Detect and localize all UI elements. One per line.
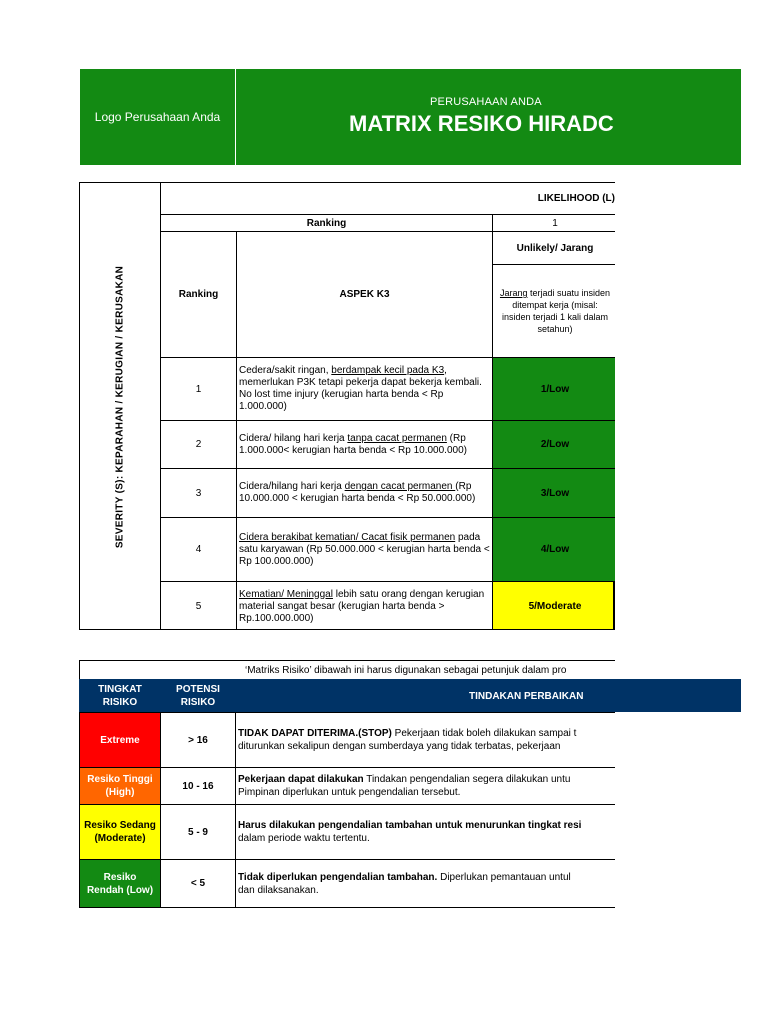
risk-cell-1: 1/Low xyxy=(492,357,615,421)
potensi-low: < 5 xyxy=(160,859,236,908)
likelihood-header: LIKELIHOOD (L) xyxy=(160,182,615,215)
severity-desc-2: Cidera/ hilang hari kerja tanpa cacat permanen (Rp 1.000.000< kerugian harta benda < Rp 10.000.000) xyxy=(236,420,493,469)
matrix-right-edge xyxy=(613,581,615,629)
severity-axis xyxy=(80,183,161,630)
level-high: Resiko Tinggi (High) xyxy=(79,767,161,805)
guide-note: ‘Matriks Risiko’ dibawah ini harus digunakan sebagai petunjuk dalam pro xyxy=(79,660,615,679)
likelihood-ranking-number: 1 xyxy=(492,214,615,232)
risk-guide-table xyxy=(79,660,615,908)
likelihood-description xyxy=(492,264,615,358)
severity-rank-4: 4 xyxy=(160,517,237,582)
level-extreme: Extreme xyxy=(79,712,161,768)
risk-cell-3: 3/Low xyxy=(492,468,615,518)
likelihood-desc-text: terjadi suatu insiden ditempat kerja (misal: insiden terjadi 1 kali dalam setahun) xyxy=(501,288,611,334)
severity-desc-1: Cedera/sakit ringan, berdampak kecil pada K3, memerlukan P3K tetapi pekerja dapat bekerja kembali. No lost time injury (kerugian harta benda < Rp 1.000.000) xyxy=(236,357,493,421)
potensi-high: 10 - 16 xyxy=(160,767,236,805)
severity-ranking-header: Ranking xyxy=(160,231,237,358)
company-name: PERUSAHAAN ANDA xyxy=(430,96,542,108)
likelihood-ranking-label: Ranking xyxy=(160,214,493,232)
likelihood-desc-underlined: Jarang xyxy=(499,288,528,298)
action-moderate: Harus dilakukan pengendalian tambahan untuk menurunkan tingkat resi dalam periode waktu tertentu. xyxy=(235,804,615,860)
severity-desc-5: Kematian/ Meninggal lebih satu orang dengan kerugian material sangat besar (kerugian harta benda > Rp.100.000.000) xyxy=(236,581,493,630)
risk-cell-4: 4/Low xyxy=(492,517,615,582)
severity-rank-1: 1 xyxy=(160,357,237,421)
header-banner xyxy=(236,69,741,165)
page-title: MATRIX RESIKO HIRADC xyxy=(349,111,614,136)
risk-matrix-table xyxy=(79,182,615,630)
severity-rank-5: 5 xyxy=(160,581,237,630)
severity-rank-3: 3 xyxy=(160,468,237,518)
severity-rank-2: 2 xyxy=(160,420,237,469)
col-tingkat-risiko: TINGKAT RISIKO xyxy=(79,679,161,713)
logo-text: Logo Perusahaan Anda xyxy=(94,110,221,124)
action-extreme: TIDAK DAPAT DITERIMA.(STOP) Pekerjaan tidak boleh dilakukan sampai t diturunkan sekalipun dengan sumberdaya yang tidak terbatas, pekerjaan xyxy=(235,712,615,768)
company-logo-placeholder xyxy=(80,69,235,165)
level-moderate: Resiko Sedang (Moderate) xyxy=(79,804,161,860)
action-low: Tidak diperlukan pengendalian tambahan. Diperlukan pemantauan untul dan dilaksanakan. xyxy=(235,859,615,908)
severity-desc-3: Cidera/hilang hari kerja dengan cacat permanen (Rp 10.000.000 < kerugian harta benda < Rp 50.000.000) xyxy=(236,468,493,518)
severity-label: SEVERITY (S): KEPARAHAN / KERUGIAN / KERUSAKAN xyxy=(114,265,126,549)
col-potensi-risiko: POTENSI RISIKO xyxy=(160,679,236,713)
likelihood-name: Unlikely/ Jarang xyxy=(492,231,615,265)
severity-desc-4: Cidera berakibat kematian/ Cacat fisik permanen pada satu karyawan (Rp 50.000.000 < kerugian harta benda < Rp 100.000.000) xyxy=(236,517,493,582)
col-tindakan-perbaikan: TINDAKAN PERBAIKAN xyxy=(235,679,615,713)
risk-cell-2: 2/Low xyxy=(492,420,615,469)
aspek-k3-header: ASPEK K3 xyxy=(236,231,493,358)
potensi-moderate: 5 - 9 xyxy=(160,804,236,860)
level-low: Resiko Rendah (Low) xyxy=(79,859,161,908)
action-header-extension xyxy=(615,679,741,712)
potensi-extreme: > 16 xyxy=(160,712,236,768)
risk-cell-5: 5/Moderate xyxy=(492,581,615,630)
matrix-bottom-border xyxy=(79,629,615,630)
action-high: Pekerjaan dapat dilakukan Tindakan pengendalian segera dilakukan untu Pimpinan diperlukan untuk pengendalian tersebut. xyxy=(235,767,615,805)
